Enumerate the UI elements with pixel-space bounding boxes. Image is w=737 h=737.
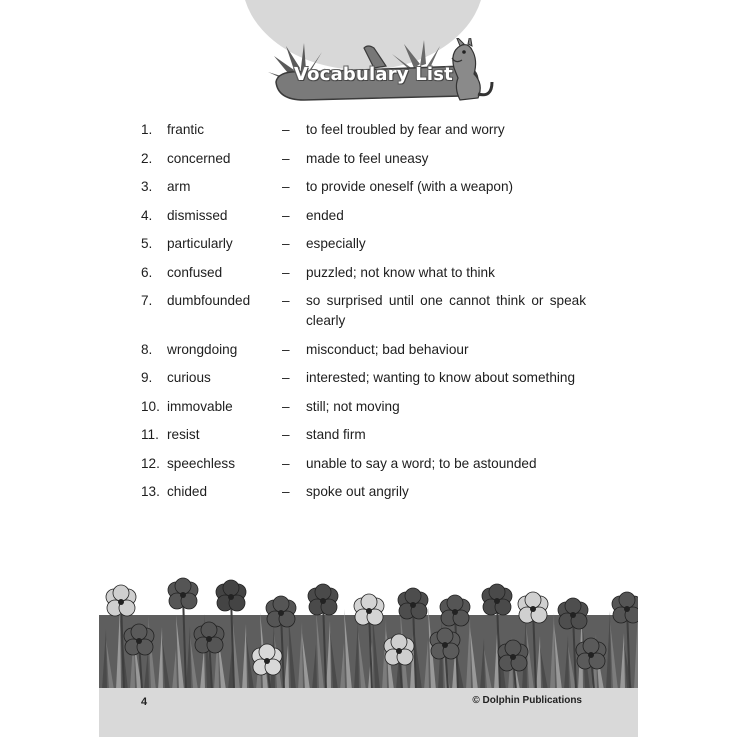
footer-band [99, 688, 638, 737]
vocab-row [141, 120, 591, 140]
vocab-row [141, 177, 591, 197]
vocab-dash: – [282, 207, 290, 223]
vocab-row [141, 368, 591, 388]
vocab-row [141, 482, 591, 502]
vocab-meaning: made to feel uneasy [306, 150, 429, 166]
vocab-word: arm [167, 179, 191, 194]
vocab-meaning: especially [306, 236, 366, 251]
vocab-dash: – [282, 484, 290, 499]
vocab-meaning: to provide oneself (with a weapon) [306, 179, 514, 194]
vocab-meaning: so surprised until one cannot think or speak clearly [306, 293, 586, 328]
vocab-word: confused [167, 264, 223, 280]
vocab-dash: – [282, 122, 290, 137]
vocab-dash: – [282, 179, 290, 194]
vocab-meaning: spoke out angrily [306, 484, 409, 499]
vocabulary-list [141, 120, 591, 511]
vocab-meaning: ended [306, 207, 344, 223]
publisher-credit: © Dolphin Publications [472, 695, 582, 706]
vocab-row [141, 291, 591, 331]
vocab-row [141, 149, 591, 169]
vocab-word: curious [167, 370, 211, 385]
vocab-meaning: puzzled; not know what to think [306, 264, 495, 280]
vocab-dash: – [282, 341, 290, 357]
vocab-number: 7. [141, 293, 153, 308]
vocab-word: wrongdoing [167, 341, 238, 357]
kangaroo-mascot-icon [452, 38, 492, 100]
vocab-row [141, 425, 591, 445]
vocab-number: 5. [141, 236, 153, 251]
vocab-dash: – [282, 293, 290, 308]
vocab-number: 13. [141, 484, 160, 499]
vocab-number: 3. [141, 179, 153, 194]
vocab-number: 11. [141, 427, 159, 442]
vocab-dash: – [282, 398, 290, 414]
vocab-number: 10. [141, 398, 160, 414]
page-title: Vocabulary List [294, 64, 453, 85]
document-page [99, 0, 638, 737]
vocab-meaning: misconduct; bad behaviour [306, 341, 469, 357]
vocab-number: 8. [141, 341, 153, 357]
vocab-word: chided [167, 484, 208, 499]
page-number: 4 [141, 696, 148, 708]
vocab-word: concerned [167, 150, 231, 166]
vocab-number: 1. [141, 122, 153, 137]
vocab-dash: – [282, 150, 290, 166]
vocab-dash: – [282, 370, 290, 385]
vocab-meaning: unable to say a word; to be astounded [306, 455, 537, 471]
vocab-number: 9. [141, 370, 153, 385]
vocab-number: 6. [141, 264, 153, 280]
vocab-dash: – [282, 264, 290, 280]
vocab-row [141, 340, 591, 360]
vocab-row [141, 263, 591, 283]
vocab-row [141, 397, 591, 417]
vocab-meaning: still; not moving [306, 398, 400, 414]
vocab-row [141, 454, 591, 474]
vocab-meaning: interested; wanting to know about something [306, 370, 576, 385]
vocab-word: frantic [167, 122, 205, 137]
vocab-dash: – [282, 427, 290, 442]
vocab-number: 12. [141, 455, 160, 471]
vocab-dash: – [282, 236, 290, 251]
vocab-number: 2. [141, 150, 153, 166]
vocab-word: immovable [167, 398, 233, 414]
vocab-word: dumbfounded [167, 293, 251, 308]
vocab-word: dismissed [167, 207, 228, 223]
vocab-number: 4. [141, 207, 153, 223]
vocab-row [141, 234, 591, 254]
vocab-row [141, 206, 591, 226]
vocab-meaning: stand firm [306, 427, 366, 442]
vocab-dash: – [282, 455, 290, 471]
vocab-word: particularly [167, 236, 233, 251]
vocab-word: resist [167, 427, 200, 442]
flower-meadow-illustration [99, 565, 638, 690]
vocab-meaning: to feel troubled by fear and worry [306, 122, 505, 137]
vocab-word: speechless [167, 455, 236, 471]
